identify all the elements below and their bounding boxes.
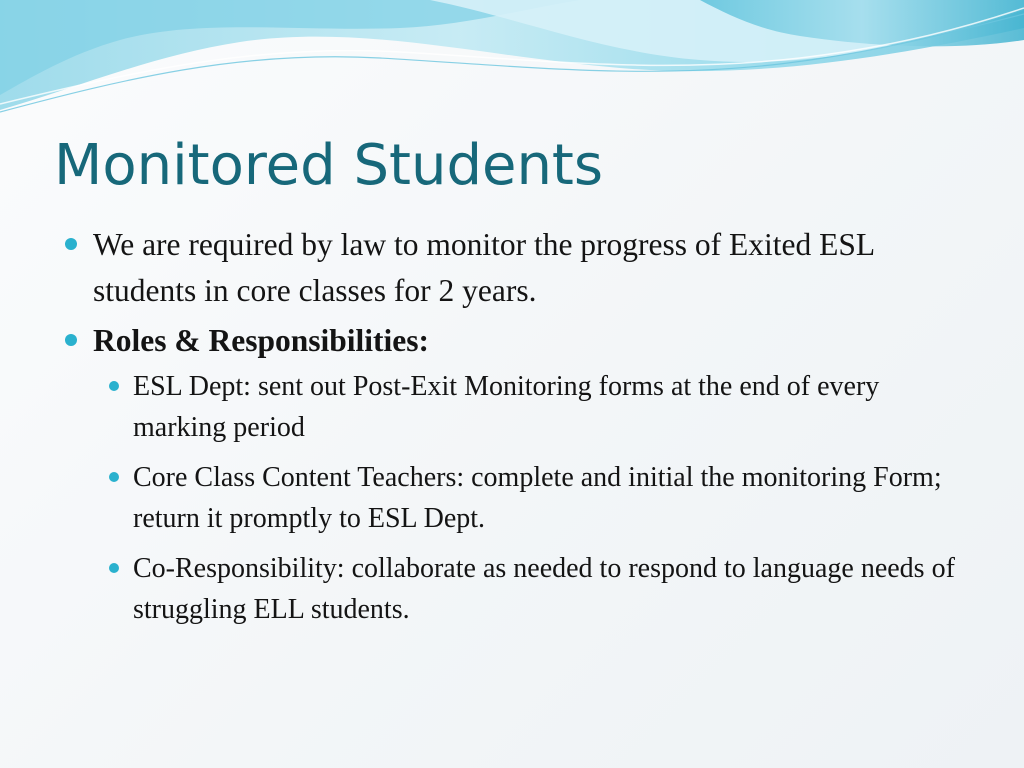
bullet-list xyxy=(60,222,960,639)
sub-bullet-list xyxy=(60,366,960,630)
sub-bullet-dot-icon xyxy=(109,472,119,482)
bullet-text: We are required by law to monitor the progress of Exited ESL students in core classes for 2 years. xyxy=(93,227,874,308)
sub-bullet-text: Co-Responsibility: collaborate as needed to respond to language needs of struggling ELL students. xyxy=(133,553,955,625)
bullet-item-heading xyxy=(60,318,960,364)
bullet-item xyxy=(60,222,960,314)
slide-title: Monitored Students xyxy=(54,133,604,198)
sub-bullet-text: ESL Dept: sent out Post-Exit Monitoring forms at the end of every marking period xyxy=(133,371,880,443)
sub-bullet-dot-icon xyxy=(109,381,119,391)
sub-bullet-item xyxy=(100,548,960,630)
bullet-heading-text: Roles & Responsibilities: xyxy=(93,323,430,358)
header-wave-decoration xyxy=(0,0,1024,130)
bullet-dot-icon xyxy=(65,238,77,250)
sub-bullet-item xyxy=(100,366,960,448)
sub-bullet-dot-icon xyxy=(109,563,119,573)
sub-bullet-group xyxy=(60,366,960,630)
bullet-dot-icon xyxy=(65,334,77,346)
sub-bullet-text: Core Class Content Teachers: complete and initial the monitoring Form; return it promptly to ESL Dept. xyxy=(133,462,942,534)
sub-bullet-item xyxy=(100,457,960,539)
